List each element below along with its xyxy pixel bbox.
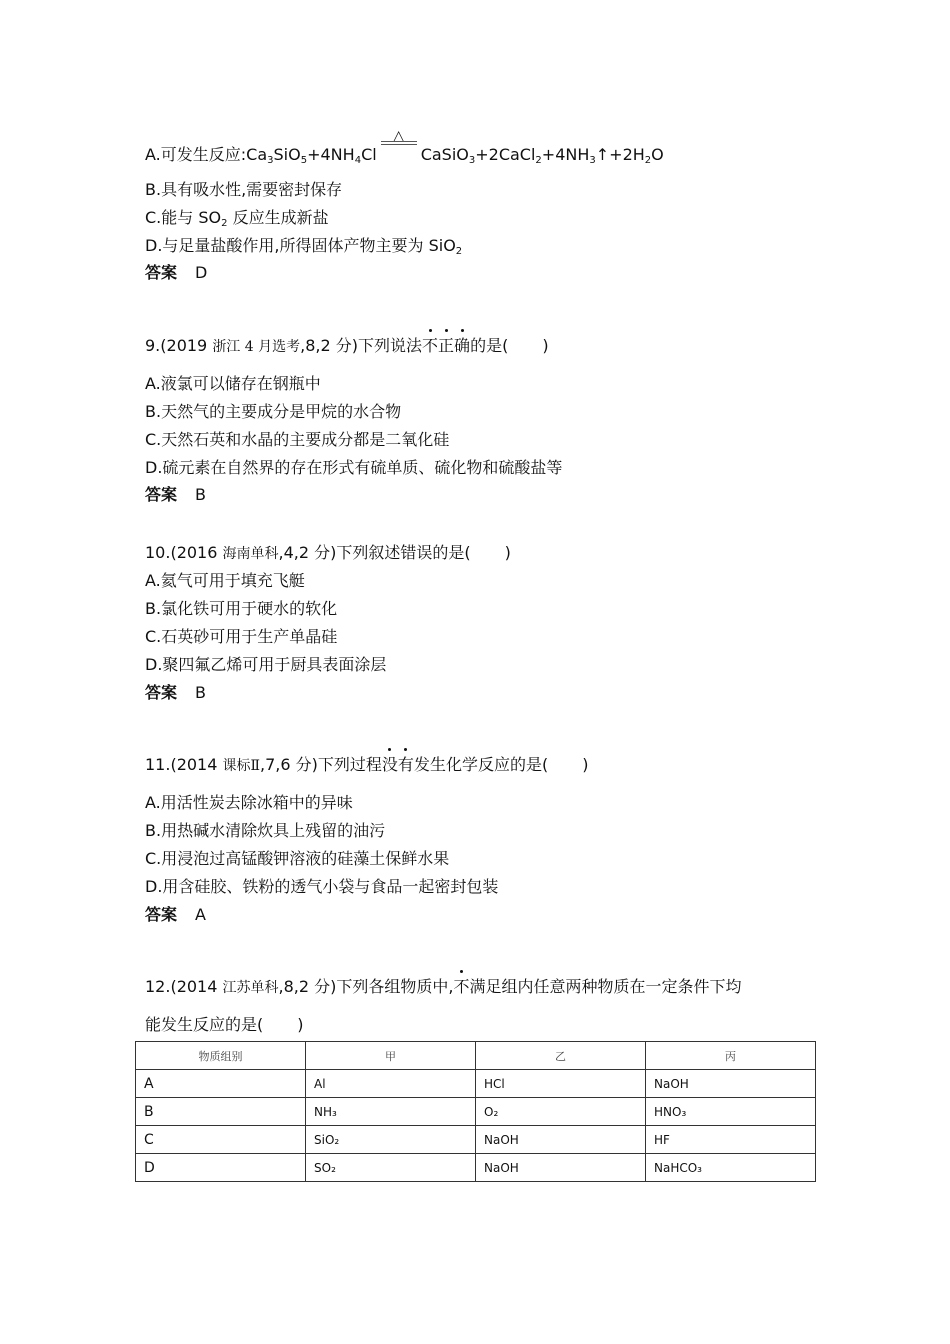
table-cell: NaOH — [476, 1154, 646, 1182]
table-cell: C — [136, 1126, 306, 1154]
q11-stem: 11.(2014 课标Ⅱ,7,6 分)下列过程没有发生化学反应的是( ) — [145, 755, 589, 774]
q9-option-a: A.液氯可以储存在钢瓶中 — [145, 374, 321, 393]
table-row — [136, 1154, 816, 1182]
q8-option-d: D.与足量盐酸作用,所得固体产物主要为 SiO$_2$ — [145, 236, 463, 257]
q10-option-d: D.聚四氟乙烯可用于厨具表面涂层 — [145, 655, 387, 674]
table-cell: A — [136, 1070, 306, 1098]
table-cell: D — [136, 1154, 306, 1182]
q12-substance-table — [135, 1041, 816, 1182]
table-row — [136, 1070, 816, 1098]
q8-answer: 答案 D — [145, 263, 208, 282]
q9-option-b: B.天然气的主要成分是甲烷的水合物 — [145, 402, 402, 421]
q10-option-c: C.石英砂可用于生产单晶硅 — [145, 627, 338, 646]
q9-answer: 答案 B — [145, 485, 206, 504]
table-row — [136, 1126, 816, 1154]
table-cell: HNO₃ — [646, 1098, 816, 1126]
table-row — [136, 1098, 816, 1126]
table-cell: O₂ — [476, 1098, 646, 1126]
q11-option-a: A.用活性炭去除冰箱中的异味 — [145, 793, 353, 812]
q11-answer: 答案 A — [145, 905, 206, 924]
table-cell: Al — [306, 1070, 476, 1098]
q9-option-c: C.天然石英和水晶的主要成分都是二氧化硅 — [145, 430, 450, 449]
table-cell: SO₂ — [306, 1154, 476, 1182]
q10-stem: 10.(2016 海南单科,4,2 分)下列叙述错误的是( ) — [145, 543, 511, 562]
table-header-cell: 甲 — [306, 1042, 476, 1070]
table-header-cell: 物质组别 — [136, 1042, 306, 1070]
q8-equation-products: $CaSiO_3+2CaCl_2+4NH_3↑+2H_2O$ — [420, 145, 664, 166]
table-cell: HCl — [476, 1070, 646, 1098]
q11-option-d: D.用含硅胶、铁粉的透气小袋与食品一起密封包装 — [145, 877, 499, 896]
q11-option-b: B.用热碱水清除炊具上残留的油污 — [145, 821, 386, 840]
q8-equation-reactants: $Ca_3SiO_5+4NH_4Cl$ — [246, 145, 377, 166]
table-cell: HF — [646, 1126, 816, 1154]
table-cell: NH₃ — [306, 1098, 476, 1126]
table-header-cell: 乙 — [476, 1042, 646, 1070]
q9-stem: 9.(2019 浙江 4 月选考,8,2 分)下列说法不正确的是( ) — [145, 336, 549, 355]
table-header-cell: 丙 — [646, 1042, 816, 1070]
q11-option-c: C.用浸泡过高锰酸钾溶液的硅藻土保鲜水果 — [145, 849, 450, 868]
table-cell: NaOH — [476, 1126, 646, 1154]
q10-answer: 答案 B — [145, 683, 206, 702]
q8-option-b: B.具有吸水性,需要密封保存 — [145, 180, 343, 199]
q10-option-b: B.氯化铁可用于硬水的软化 — [145, 599, 338, 618]
table-cell: NaOH — [646, 1070, 816, 1098]
table-cell: NaHCO₃ — [646, 1154, 816, 1182]
table-cell: B — [136, 1098, 306, 1126]
q12-stem-line2: 能发生反应的是( ) — [145, 1015, 304, 1034]
q12-stem: 12.(2014 江苏单科,8,2 分)下列各组物质中,不满足组内任意两种物质在一定条件下均 — [145, 977, 742, 996]
q8-option-c: C.能与 $SO_2$ 反应生成新盐 — [145, 208, 329, 229]
q8-option-a: A.可发生反应$:Ca_3SiO_5+4NH_4Cl$ △ $CaSiO_3+2CaCl_2+4NH_3↑+2H_2O$ — [145, 128, 664, 166]
table-cell: SiO₂ — [306, 1126, 476, 1154]
q10-option-a: A.氦气可用于填充飞艇 — [145, 571, 305, 590]
heating-condition-icon: △ — [381, 144, 417, 166]
q9-option-d: D.硫元素在自然界的存在形式有硫单质、硫化物和硫酸盐等 — [145, 458, 563, 477]
table-header-row — [136, 1042, 816, 1070]
